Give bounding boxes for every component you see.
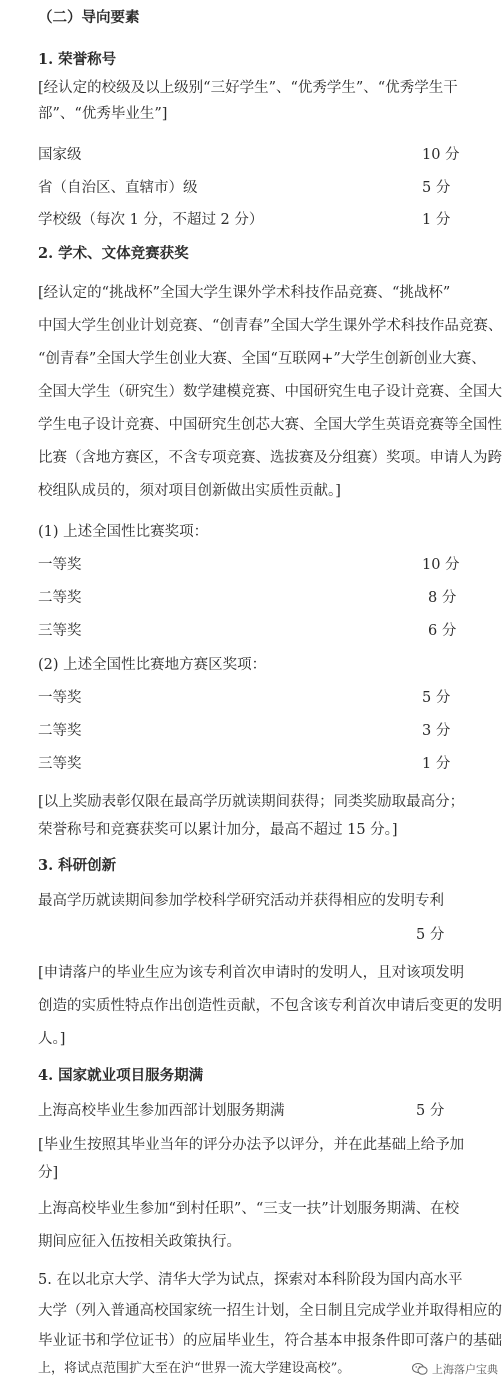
competition-paragraph-line: 校组队成员的，须对项目创新做出实质性贡献。] <box>38 483 341 499</box>
awards-note-line-2: 荣誉称号和竞赛获奖可以累计加分，最高不超过 15 分。] <box>38 822 398 838</box>
competition-paragraph-line: [经认定的“挑战杯”全国大学生课外学术科技作品竞赛、“挑战杯” <box>38 285 451 301</box>
competition-paragraph-line: “创青春”全国大学生创业大赛、全国“互联网+”大学生创新创业大赛、 <box>38 351 486 367</box>
heading-national-employment: 4. 国家就业项目服务期满 <box>38 1067 204 1084</box>
award-row-label: 二等奖 <box>38 723 82 739</box>
honor-note-line-2: 部”、“优秀毕业生”] <box>38 106 168 122</box>
national-awards-title: (1) 上述全国性比赛奖项： <box>38 524 209 540</box>
pilot-paragraph-line: 上，将试点范围扩大至在沪“世界一流大学建设高校”。 <box>38 1361 351 1376</box>
competition-paragraph-line: 全国大学生（研究生）数学建模竞赛、中国研究生电子设计竞赛、全国大 <box>38 384 502 400</box>
pilot-paragraph-line: 毕业证书和学位证书）的应届毕业生，符合基本申报条件即可落户的基础 <box>38 1333 502 1349</box>
research-note-line: 人。] <box>38 1031 66 1047</box>
award-row-label: 一等奖 <box>38 690 82 706</box>
award-row-score: 6 分 <box>428 623 457 639</box>
award-row-score: 8 分 <box>428 590 457 606</box>
honor-row-score: 1 分 <box>422 212 451 228</box>
employment-paragraph-line: 上海高校毕业生参加“到村任职”、“三支一扶”计划服务期满、在校 <box>38 1201 460 1217</box>
honor-row-label: 国家级 <box>38 147 82 163</box>
award-row-score: 3 分 <box>422 723 451 739</box>
research-note-line: [申请落户的毕业生应为该专利首次申请时的发明人，且对该项发明 <box>38 965 465 981</box>
honor-row-label: 学校级（每次 1 分，不超过 2 分） <box>38 212 264 228</box>
honor-row-label: 省（自治区、直辖市）级 <box>38 180 198 196</box>
competition-paragraph-line: 中国大学生创业计划竞赛、“创青春”全国大学生课外学术科技作品竞赛、 <box>38 318 503 334</box>
research-note-line: 创造的实质性特点作出创造性贡献，不包含该专利首次申请后变更的发明 <box>38 998 502 1014</box>
honor-row-score: 5 分 <box>422 180 451 196</box>
heading-competition-awards: 2. 学术、文体竞赛获奖 <box>38 245 189 262</box>
watermark-text: 上海落户宝典 <box>432 1363 498 1376</box>
section-title: （二）导向要素 <box>38 9 140 26</box>
pilot-paragraph-line: 大学（列入普通高校国家统一招生计划，全日制且完成学业并取得相应的 <box>38 1303 502 1319</box>
competition-paragraph-line: 比赛（含地方赛区，不含专项竞赛、选拔赛及分组赛）奖项。申请人为跨 <box>38 450 502 466</box>
research-score: 5 分 <box>416 927 445 943</box>
competition-paragraph-line: 学生电子设计竞赛、中国研究生创芯大赛、全国大学生英语竞赛等全国性 <box>38 417 502 433</box>
pilot-paragraph-line: 5. 在以北京大学、清华大学为试点，探索对本科阶段为国内高水平 <box>38 1272 463 1288</box>
employment-note-line: 分] <box>38 1165 59 1181</box>
employment-row-score: 5 分 <box>416 1103 445 1119</box>
heading-research-innovation: 3. 科研创新 <box>38 857 117 874</box>
award-row-score: 10 分 <box>422 557 460 573</box>
employment-paragraph-line: 期间应征入伍按相关政策执行。 <box>38 1234 241 1250</box>
award-row-label: 二等奖 <box>38 590 82 606</box>
research-description: 最高学历就读期间参加学校科学研究活动并获得相应的发明专利 <box>38 893 444 909</box>
award-row-label: 三等奖 <box>38 756 82 772</box>
watermark <box>412 1360 498 1378</box>
honor-note-line-1: [经认定的校级及以上级别“三好学生”、“优秀学生”、“优秀学生干 <box>38 80 458 96</box>
award-row-label: 一等奖 <box>38 557 82 573</box>
awards-note-line-1: [以上奖励表彰仅限在最高学历就读期间获得；同类奖励取最高分； <box>38 794 465 810</box>
award-row-label: 三等奖 <box>38 623 82 639</box>
honor-row-score: 10 分 <box>422 147 460 163</box>
award-row-score: 5 分 <box>422 690 451 706</box>
award-row-score: 1 分 <box>422 756 451 772</box>
employment-note-line: [毕业生按照其毕业当年的评分办法予以评分，并在此基础上给予加 <box>38 1137 465 1153</box>
regional-awards-title: (2) 上述全国性比赛地方赛区奖项： <box>38 657 267 673</box>
heading-honor-titles: 1. 荣誉称号 <box>38 51 117 68</box>
wechat-icon <box>412 1362 428 1376</box>
employment-row-label: 上海高校毕业生参加西部计划服务期满 <box>38 1103 285 1119</box>
